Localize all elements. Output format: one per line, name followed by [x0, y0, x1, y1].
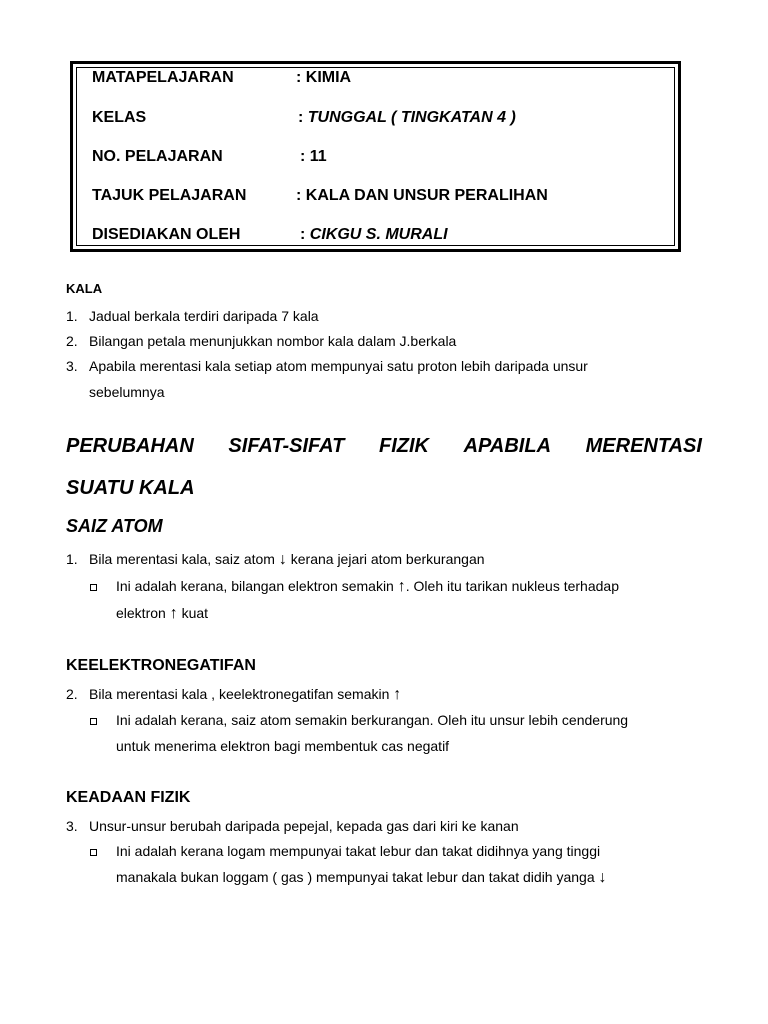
kala-item-1-text: Jadual berkala terdiri daripada 7 kala — [89, 308, 319, 324]
saiz-atom-text-a: Bila merentasi kala, saiz atom — [89, 551, 279, 567]
header-value-prepared-prefix: : — [300, 226, 310, 243]
header-label-subject: MATAPELAJARAN — [92, 69, 234, 86]
square-bullet-icon — [90, 584, 97, 591]
arrow-up-icon: ↑ — [169, 605, 178, 622]
saiz-atom-text-b: kerana jejari atom berkurangan — [286, 551, 485, 567]
kala-item-2-text: Bilangan petala menunjukkan nombor kala dalam J.berkala — [89, 333, 457, 349]
saiz-atom-heading: SAIZ ATOM — [66, 516, 163, 536]
saiz-atom-text — [89, 551, 485, 569]
header-value-topic: : KALA DAN UNSUR PERALIHAN — [296, 187, 548, 204]
main-title-word-3: FIZIK — [378, 435, 429, 457]
keadaan-fizik-number: 3. — [66, 818, 78, 834]
header-value-class — [298, 109, 516, 127]
kala-item-3-number: 3. — [66, 358, 78, 374]
keelektronegatifan-bullet-continuation: untuk menerima elektron bagi membentuk cas negatif — [116, 738, 450, 754]
saiz-atom-bullet-b: . Oleh itu tarikan nukleus terhadap — [405, 578, 619, 594]
keelektronegatifan-heading: KEELEKTRONEGATIFAN — [66, 657, 256, 674]
kala-item-1-number: 1. — [66, 308, 78, 324]
keelektronegatifan-text-main: Bila merentasi kala , keelektronegatifan semakin — [89, 686, 394, 702]
arrow-up-icon: ↑ — [397, 578, 406, 595]
keadaan-fizik-bullet-text: Ini adalah kerana logam mempunyai takat lebur dan takat didihnya yang tinggi — [116, 843, 601, 859]
header-label-topic: TAJUK PELAJARAN — [92, 187, 247, 204]
keadaan-fizik-bullet-cont-text: manakala bukan loggam ( gas ) mempunyai takat lebur dan takat didih yanga — [116, 869, 599, 885]
header-label-class: KELAS — [92, 109, 147, 126]
main-title-word-2: SIFAT-SIFAT — [228, 435, 345, 457]
kala-item-3-text: Apabila merentasi kala setiap atom mempunyai satu proton lebih daripada unsur — [89, 358, 588, 374]
header-value-class-prefix: : — [298, 109, 308, 126]
main-title-word-1: PERUBAHAN — [66, 435, 194, 457]
keelektronegatifan-number: 2. — [66, 686, 78, 702]
saiz-atom-number: 1. — [66, 551, 78, 567]
saiz-atom-bullet-a: Ini adalah kerana, bilangan elektron semakin — [116, 578, 398, 594]
header-label-lesson-no: NO. PELAJARAN — [92, 148, 223, 165]
main-title-word-4: APABILA — [463, 435, 552, 457]
main-title-line-2: SUATU KALA — [66, 477, 195, 499]
header-value-prepared-by — [300, 226, 448, 244]
header-value-class-text: TUNGGAL ( TINGKATAN 4 ) — [307, 109, 516, 126]
square-bullet-icon — [90, 849, 97, 856]
keelektronegatifan-bullet-text: Ini adalah kerana, saiz atom semakin berkurangan. Oleh itu unsur lebih cenderung — [116, 712, 629, 728]
saiz-atom-bullet-continuation — [116, 605, 208, 623]
header-label-prepared-by: DISEDIAKAN OLEH — [92, 226, 241, 243]
kala-heading: KALA — [66, 281, 103, 296]
keelektronegatifan-text — [89, 686, 401, 704]
saiz-atom-bullet-text — [116, 578, 619, 596]
saiz-atom-bullet-cont-a: elektron — [116, 605, 170, 621]
arrow-up-icon: ↑ — [393, 686, 402, 703]
square-bullet-icon — [90, 718, 97, 725]
keadaan-fizik-text: Unsur-unsur berubah daripada pepejal, kepada gas dari kiri ke kanan — [89, 818, 519, 834]
keadaan-fizik-bullet-continuation — [116, 869, 607, 887]
keadaan-fizik-heading: KEADAAN FIZIK — [66, 789, 191, 806]
main-title-line-1 — [66, 435, 702, 458]
main-title-word-5: MERENTASI — [585, 435, 702, 457]
arrow-down-icon: ↓ — [598, 869, 607, 886]
saiz-atom-bullet-cont-b: kuat — [177, 605, 209, 621]
header-value-subject: : KIMIA — [296, 69, 352, 86]
arrow-down-icon: ↓ — [278, 551, 287, 568]
header-value-prepared-text: CIKGU S. MURALI — [309, 226, 448, 243]
header-value-lesson-no: : 11 — [300, 148, 327, 165]
kala-item-3-continuation: sebelumnya — [89, 384, 165, 400]
kala-item-2-number: 2. — [66, 333, 78, 349]
